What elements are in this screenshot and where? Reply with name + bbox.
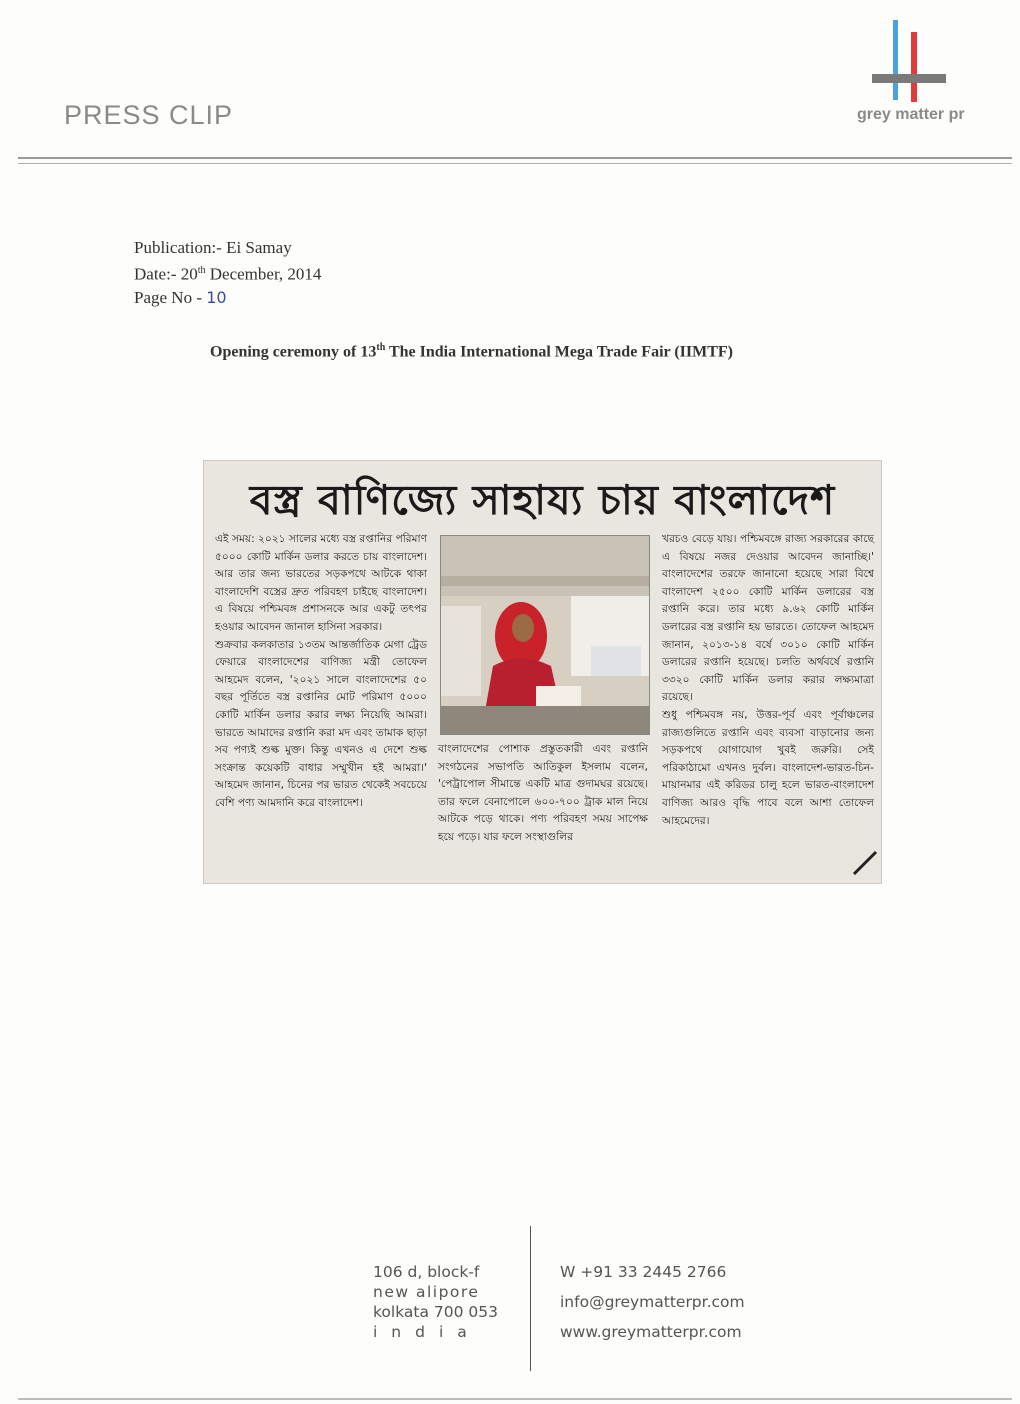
newspaper-clipping: [203, 460, 882, 884]
article-paragraph: শুক্রবার কলকাতার ১৩তম আন্তর্জাতিক মেগা ট্রেড ফেয়ারে বাংলাদেশের বাণিজ্য মন্ত্রী তোফেল আহমেদ বলেন, '২০২১ সালে বাংলাদেশের ৫০ বছর পূর্তিতে বস্ত্র রপ্তানির মোট পরিমাণ ৫০০০ কোটি মার্কিন ডলার করার লক্ষ্য নিয়েছি আমরা। ভারতে আমাদের রপ্তানি করা মদ এবং তামাক ছাড়া সব পণ্যই শুল্ক মুক্ত। কিন্তু এখনও এ দেশে শুল্ক সংক্রান্ত কয়েকটি বাধার সম্মুখীন হই আমরা।' আহমেদ জানান, চিনের পর ভারত থেকেই সবচেয়ে বেশি পণ্য আমদানি করে বাংলাদেশ।: [215, 638, 427, 809]
address-line: 106 d, block-f: [373, 1263, 480, 1281]
article-paragraph: শুধু পশ্চিমবঙ্গ নয়, উত্তর-পূর্ব এবং পূর্বাঞ্চলের রাজ্যগুলিতে রপ্তানি এবং ব্যবসা বাড়ানোর জন্য সড়কপথে যোগাযোগ খুবই জরুরি। সেই পরিকাঠামো এখনও দুর্বল। বাংলাদেশ-ভারত-চিন-মায়ানমার এই করিডর চালু হলে ভারত-বাংলাদেশ বাণিজ্য আরও বৃদ্ধি পাবে বলে আশা তোফেল আহমেদের।: [662, 708, 874, 827]
page-line: [134, 286, 321, 309]
article-paragraph: খরচও বেড়ে যায়। পশ্চিমবঙ্গে রাজ্য সরকারের কাছে এ বিষয়ে নজর দেওয়ার আবেদন জানাচ্ছি।' বাংলাদেশের তরফে জানানো হয়েছে সারা বিশ্বে বাংলাদেশ ২৫০০ কোটি মার্কিন ডলারের বস্ত্র রপ্তানি করে। তার মধ্যে ৯.৬২ কোটি মার্কিন ডলারের বস্ত্র রপ্তানি হয় ভারতে। তোফেল আহমেদ জানান, ২০১৩-১৪ বর্ষে ৩০১০ কোটি মার্কিন ডলারের রপ্তানি হয়েছে। চলতি অর্থবর্ষে রপ্তানি ৩৩২০ কোটি মার্কিন ডলার করার লক্ষ্যমাত্রা রয়েছে।: [662, 533, 874, 704]
caption-suffix: The India International Mega Trade Fair (IIMTF): [385, 343, 733, 361]
footer-divider: [530, 1226, 531, 1371]
caption-prefix: Opening ceremony of 13: [210, 343, 377, 361]
page-number: 10: [206, 287, 227, 307]
header-rule: [18, 157, 1012, 159]
date-line: [134, 259, 321, 286]
publication-line: Publication:- Ei Samay: [134, 238, 292, 257]
article-paragraph: এই সময়: ২০২১ সালের মধ্যে বস্ত্র রপ্তানির পরিমাণ ৫০০০ কোটি মার্কিন ডলার করতে চায় বাংলাদেশ। আর তার জন্য ভারতের সড়কপথে আটকে থাকা বাংলাদেশি বস্ত্রের দ্রুত পরিবহণ চাইছে বাংলাদেশ। এ বিষয়ে পশ্চিমবঙ্গ প্রশাসনকে আর একটু তৎপর হওয়ার আবেদন জানাল হাসিনা সরকার।: [215, 533, 427, 633]
article-column-middle: বাংলাদেশের পোশাক প্রস্তুতকারী এবং রপ্তানি সংগঠনের সভাপতি আতিকুল ইসলাম বলেন, 'পেট্রাপোল সীমান্তে একটি মাত্র গুদামঘর রয়েছে। তার ফলে বেনাপোলে ৬০০-৭০০ ট্রাক মাল নিয়ে আটকে পড়ে থাকে। পণ্য পরিবহণ সময় সাপেক্ষ হয়ে পড়ে। যার ফলে সংস্থাগুলির: [438, 743, 648, 843]
article-column-right: [662, 531, 874, 830]
event-caption: [210, 342, 733, 361]
website-link[interactable]: www.greymatterpr.com: [560, 1323, 742, 1341]
date-sup: th: [197, 265, 206, 276]
pen-mark-icon: [850, 848, 880, 878]
garment-worker-photo: [440, 535, 650, 735]
date-suffix: December, 2014: [205, 264, 322, 284]
page-prefix: Page No -: [134, 287, 202, 307]
article-column-left: [215, 531, 427, 813]
publication-meta: [134, 236, 321, 309]
footer-contact: [560, 1257, 745, 1347]
footer-rule: [18, 1398, 1012, 1400]
footer-address: [373, 1262, 498, 1342]
header-rule-thin: [18, 163, 1012, 164]
address-line: india: [373, 1323, 481, 1341]
caption-sup: th: [376, 342, 386, 353]
email-link[interactable]: info@greymatterpr.com: [560, 1293, 745, 1311]
press-clip-title: PRESS CLIP: [64, 100, 234, 130]
address-line: kolkata 700 053: [373, 1303, 499, 1321]
logo-text: grey matter pr: [857, 106, 965, 123]
article-headline: বস্ত্র বাণিজ্যে সাহায্য চায় বাংলাদেশ: [249, 476, 836, 524]
address-line: new alipore: [373, 1283, 480, 1301]
date-prefix: Date:- 20: [134, 264, 198, 284]
phone-number: W +91 33 2445 2766: [560, 1263, 727, 1281]
